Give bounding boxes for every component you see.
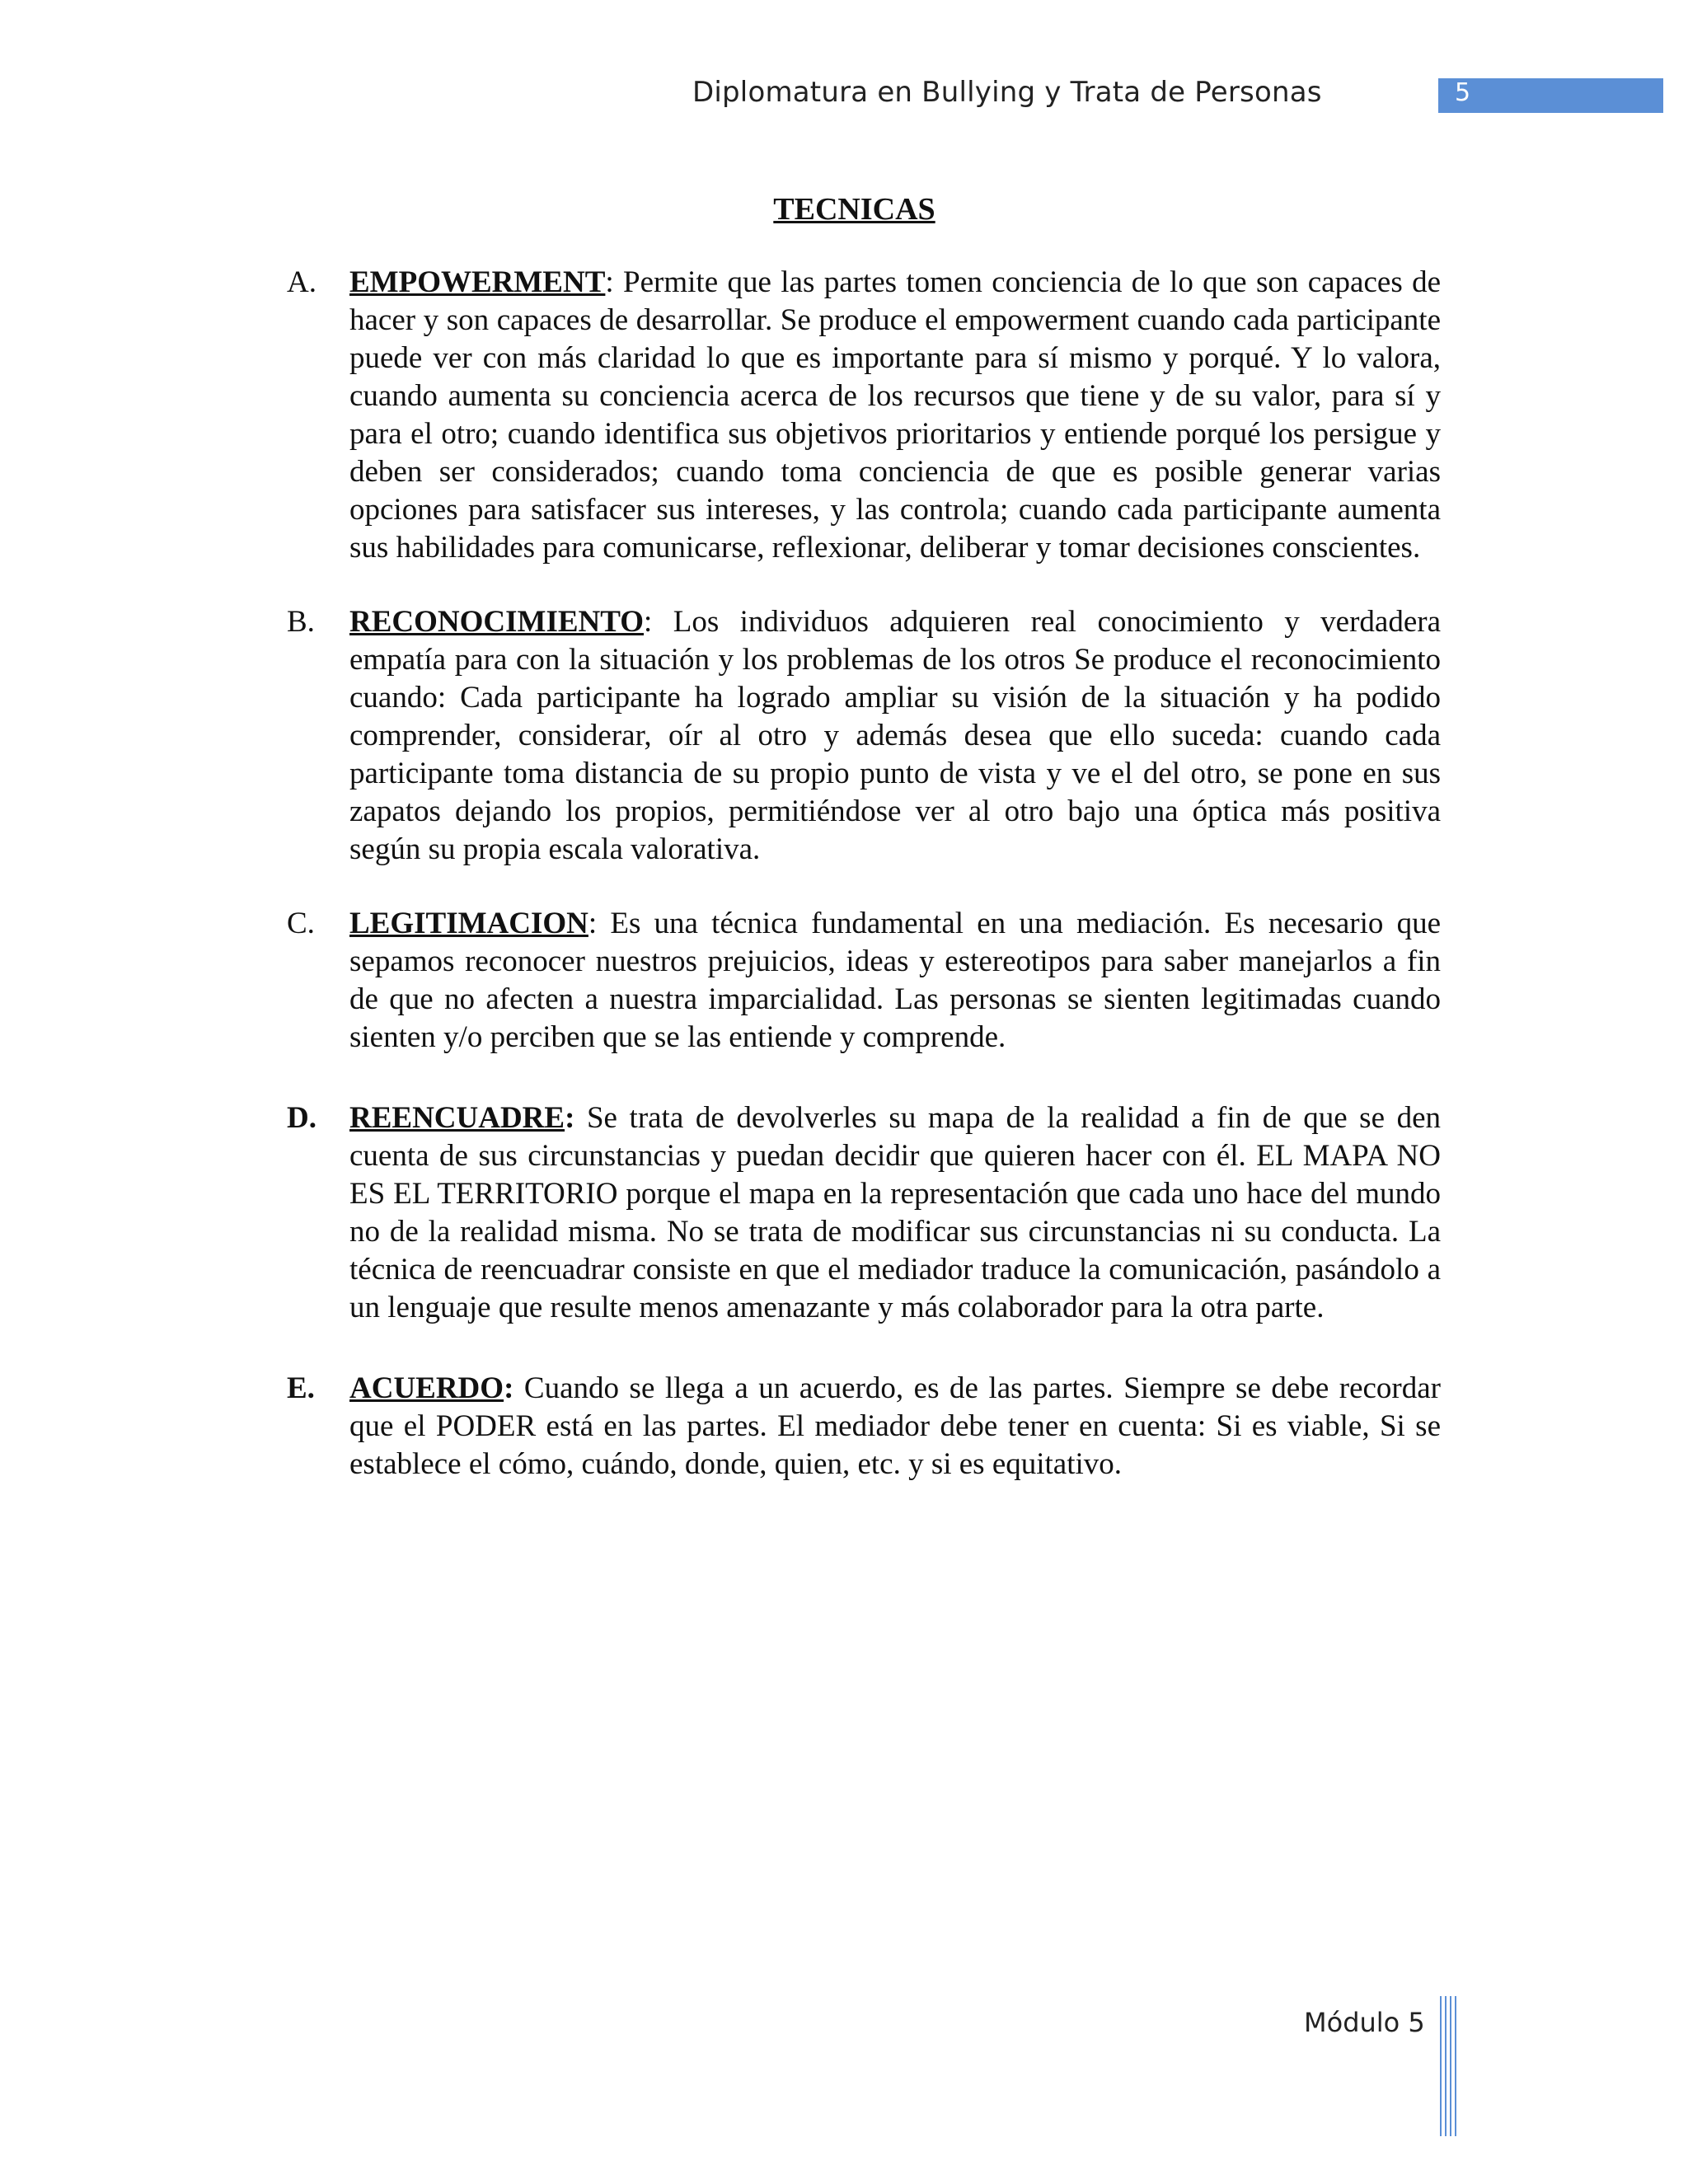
list-letter: B. [287,605,315,639]
footer-bar [1450,1996,1451,2136]
technique-reconocimiento [287,603,1441,869]
paragraph [349,264,1441,567]
footer-decoration [1440,1996,1458,2136]
technique-reencuadre [287,1099,1441,1327]
paragraph [349,1370,1441,1483]
technique-term: RECONOCIMIENTO [349,605,645,639]
footer-module-label: Módulo 5 [1304,2007,1425,2038]
technique-empowerment [287,264,1441,567]
technique-description: Se trata de devolverles su mapa de la realidad a fin de que se den cuenta de sus circunstancias y puedan decidir que quieren hacer con él. EL MAPA NO ES EL TERRITORIO porque el mapa en la representación que cada uno hace del mundo no de la realidad misma. No se trata de modificar sus circunstancias ni su conducta. La técnica de reencuadrar consiste en que el mediador traduce la comunicación, pasándolo a un lenguaje que resulte menos amenazante y más colaborador para la otra parte. [349,1101,1441,1324]
page-number-badge: 5 [1438,78,1663,113]
paragraph [349,905,1441,1057]
term-separator: : [605,265,614,299]
technique-description: Es una técnica fundamental en una mediación. Es necesario que sepamos reconocer nuestros prejuicios, ideas y estereotipos para saber manejarlos a fin de que no afecten a nuestra imparcialidad. Las personas se sienten legitimadas cuando sienten y/o perciben que se las entiende y comprende. [349,907,1441,1054]
term-separator: : [565,1101,575,1135]
page-title: TECNICAS [773,192,935,227]
list-letter: D. [287,1101,316,1135]
term-separator: : [644,605,653,639]
technique-term: ACUERDO [349,1371,504,1405]
technique-term: REENCUADRE [349,1101,565,1135]
term-separator: : [588,907,598,940]
technique-legitimacion [287,905,1441,1057]
footer-bar [1445,1996,1447,2136]
technique-description: Permite que las partes tomen conciencia de lo que son capaces de hacer y son capaces de desarrollar. Se produce el empowerment cuando cada participante puede ver con más claridad lo que es importante para sí mismo y porqué. Y lo valora, cuando aumenta su conciencia acerca de los recursos que tiene y de su valor, para sí y para el otro; cuando identifica sus objetivos prioritarios y entiende porqué los persigue y deben ser considerados; cuando toma conciencia de que es posible generar varias opciones para satisfacer sus intereses, y las controla; cuando cada participante aumenta sus habilidades para comunicarse, reflexionar, deliberar y tomar decisiones conscientes. [349,265,1441,565]
footer-bar [1455,1996,1456,2136]
technique-acuerdo [287,1370,1441,1483]
running-header-title: Diplomatura en Bullying y Trata de Personas [692,76,1322,109]
list-letter: A. [287,265,316,299]
paragraph [349,1099,1441,1327]
term-separator: : [504,1371,514,1405]
techniques-list [287,264,1441,1483]
technique-term: LEGITIMACION [349,907,588,940]
technique-description: Cuando se llega a un acuerdo, es de las partes. Siempre se debe recordar que el PODER está en las partes. El mediador debe tener en cuenta: Si es viable, Si se establece el cómo, cuándo, donde, quien, etc. y si es equitativo. [349,1371,1441,1481]
technique-description: Los individuos adquieren real conocimiento y verdadera empatía para con la situación y los problemas de los otros Se produce el reconocimiento cuando: Cada participante ha logrado ampliar su visión de la situación y ha podido comprender, considerar, oír al otro y además desea que ello suceda: cuando cada participante toma distancia de su propio punto de vista y ve el del otro, se pone en sus zapatos dejando los propios, permitiéndose ver al otro bajo una óptica más positiva según su propia escala valorativa. [349,605,1441,866]
list-letter: E. [287,1371,315,1405]
footer-bar [1440,1996,1442,2136]
list-letter: C. [287,907,315,940]
technique-term: EMPOWERMENT [349,265,606,299]
paragraph [349,603,1441,869]
